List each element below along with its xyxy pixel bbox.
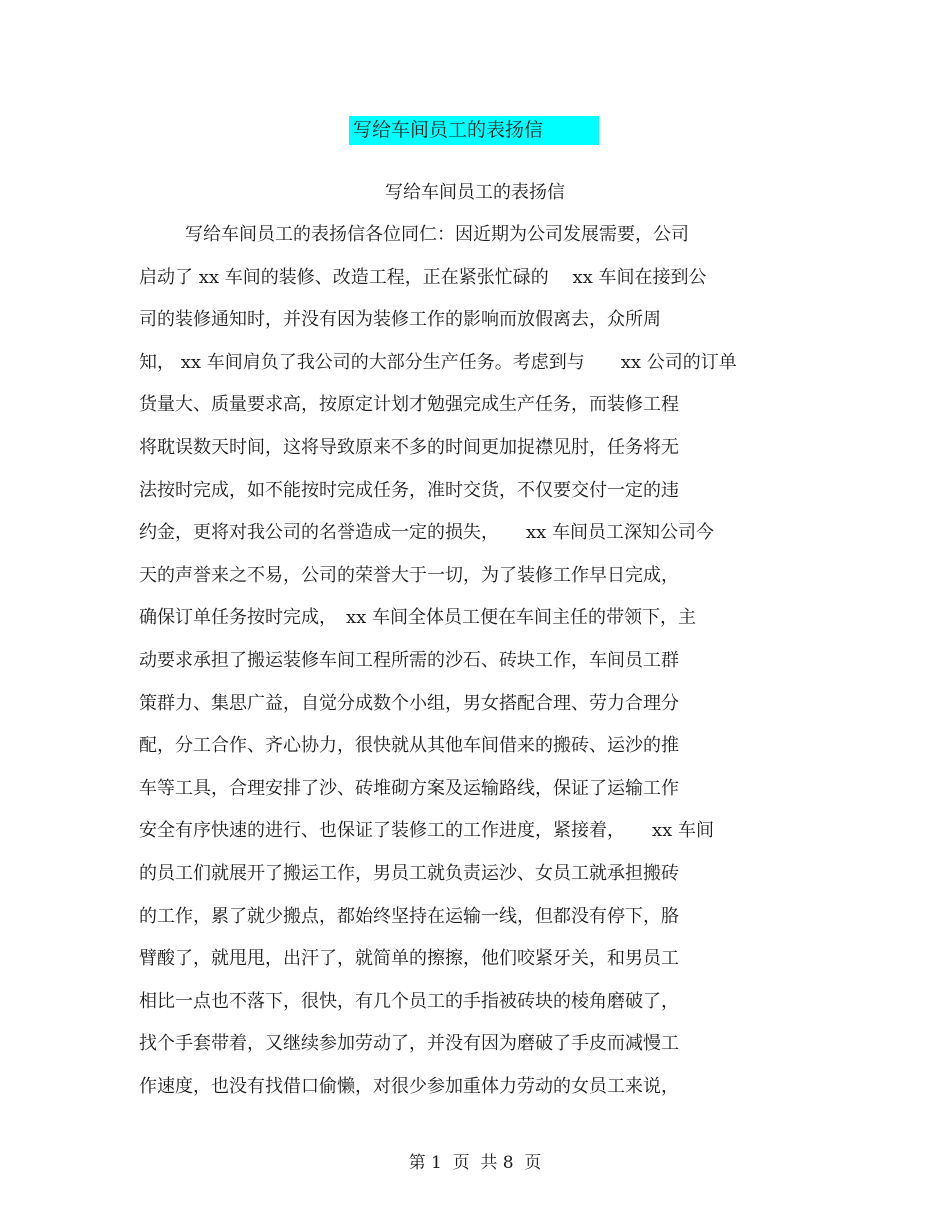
body-line: 约金，更将对我公司的名誉造成一定的损失， xx 车间员工深知公司今 (139, 522, 715, 544)
body-line: 启动了 xx 车间的装修、改造工程，正在紧张忙碌的 xx 车间在接到公 (139, 266, 707, 288)
body-line: 安全有序快速的进行、也保证了装修工的工作进度，紧接着， xx 车间 (139, 820, 715, 842)
body-line: 的工作，累了就少搬点，都始终坚持在运输一线，但都没有停下，胳 (139, 905, 679, 927)
body-line: 的员工们就展开了搬运工作，男员工就负责运沙、女员工就承担搬砖 (139, 862, 679, 884)
page-number-footer: 第 1 页 共 8 页 (408, 1153, 542, 1173)
body-line: 确保订单任务按时完成， xx 车间全体员工便在车间主任的带领下，主 (139, 607, 697, 629)
body-line: 找个手套带着，又继续参加劳动了，并没有因为磨破了手皮而减慢工 (139, 1033, 679, 1055)
document-title: 写给车间员工的表扬信 (349, 116, 599, 145)
body-line: 货量大、质量要求高，按原定计划才勉强完成生产任务，而装修工程 (139, 394, 679, 416)
body-line: 策群力、集思广益，自觉分成数个小组，男女搭配合理、劳力合理分 (139, 692, 679, 714)
body-line: 天的声誉来之不易，公司的荣誉大于一切，为了装修工作早日完成， (139, 564, 679, 586)
body-line: 将耽误数天时间，这将导致原来不多的时间更加捉襟见肘，任务将无 (139, 436, 679, 458)
document-subtitle: 写给车间员工的表扬信 (385, 182, 565, 203)
body-line: 写给车间员工的表扬信各位同仁：因近期为公司发展需要，公司 (185, 224, 689, 245)
body-line: 知， xx 车间肩负了我公司的大部分生产任务。考虑到与 xx 公司的订单 (139, 351, 737, 373)
document-body (139, 220, 819, 1114)
body-line: 臂酸了，就甩甩，出汗了，就简单的擦擦，他们咬紧牙关，和男员工 (139, 948, 679, 970)
body-line: 法按时完成，如不能按时完成任务，准时交货，不仅要交付一定的违 (139, 479, 679, 501)
body-line: 车等工具，合理安排了沙、砖堆砌方案及运输路线，保证了运输工作 (139, 777, 679, 799)
body-line: 配，分工合作、齐心协力，很快就从其他车间借来的搬砖、运沙的推 (139, 735, 679, 757)
body-line: 动要求承担了搬运装修车间工程所需的沙石、砖块工作，车间员工群 (139, 649, 679, 671)
body-line: 作速度，也没有找借口偷懒，对很少参加重体力劳动的女员工来说， (139, 1075, 679, 1097)
body-line: 司的装修通知时，并没有因为装修工作的影响而放假离去，众所周 (139, 309, 661, 331)
body-line: 相比一点也不落下，很快，有几个员工的手指被砖块的棱角磨破了， (139, 990, 679, 1012)
